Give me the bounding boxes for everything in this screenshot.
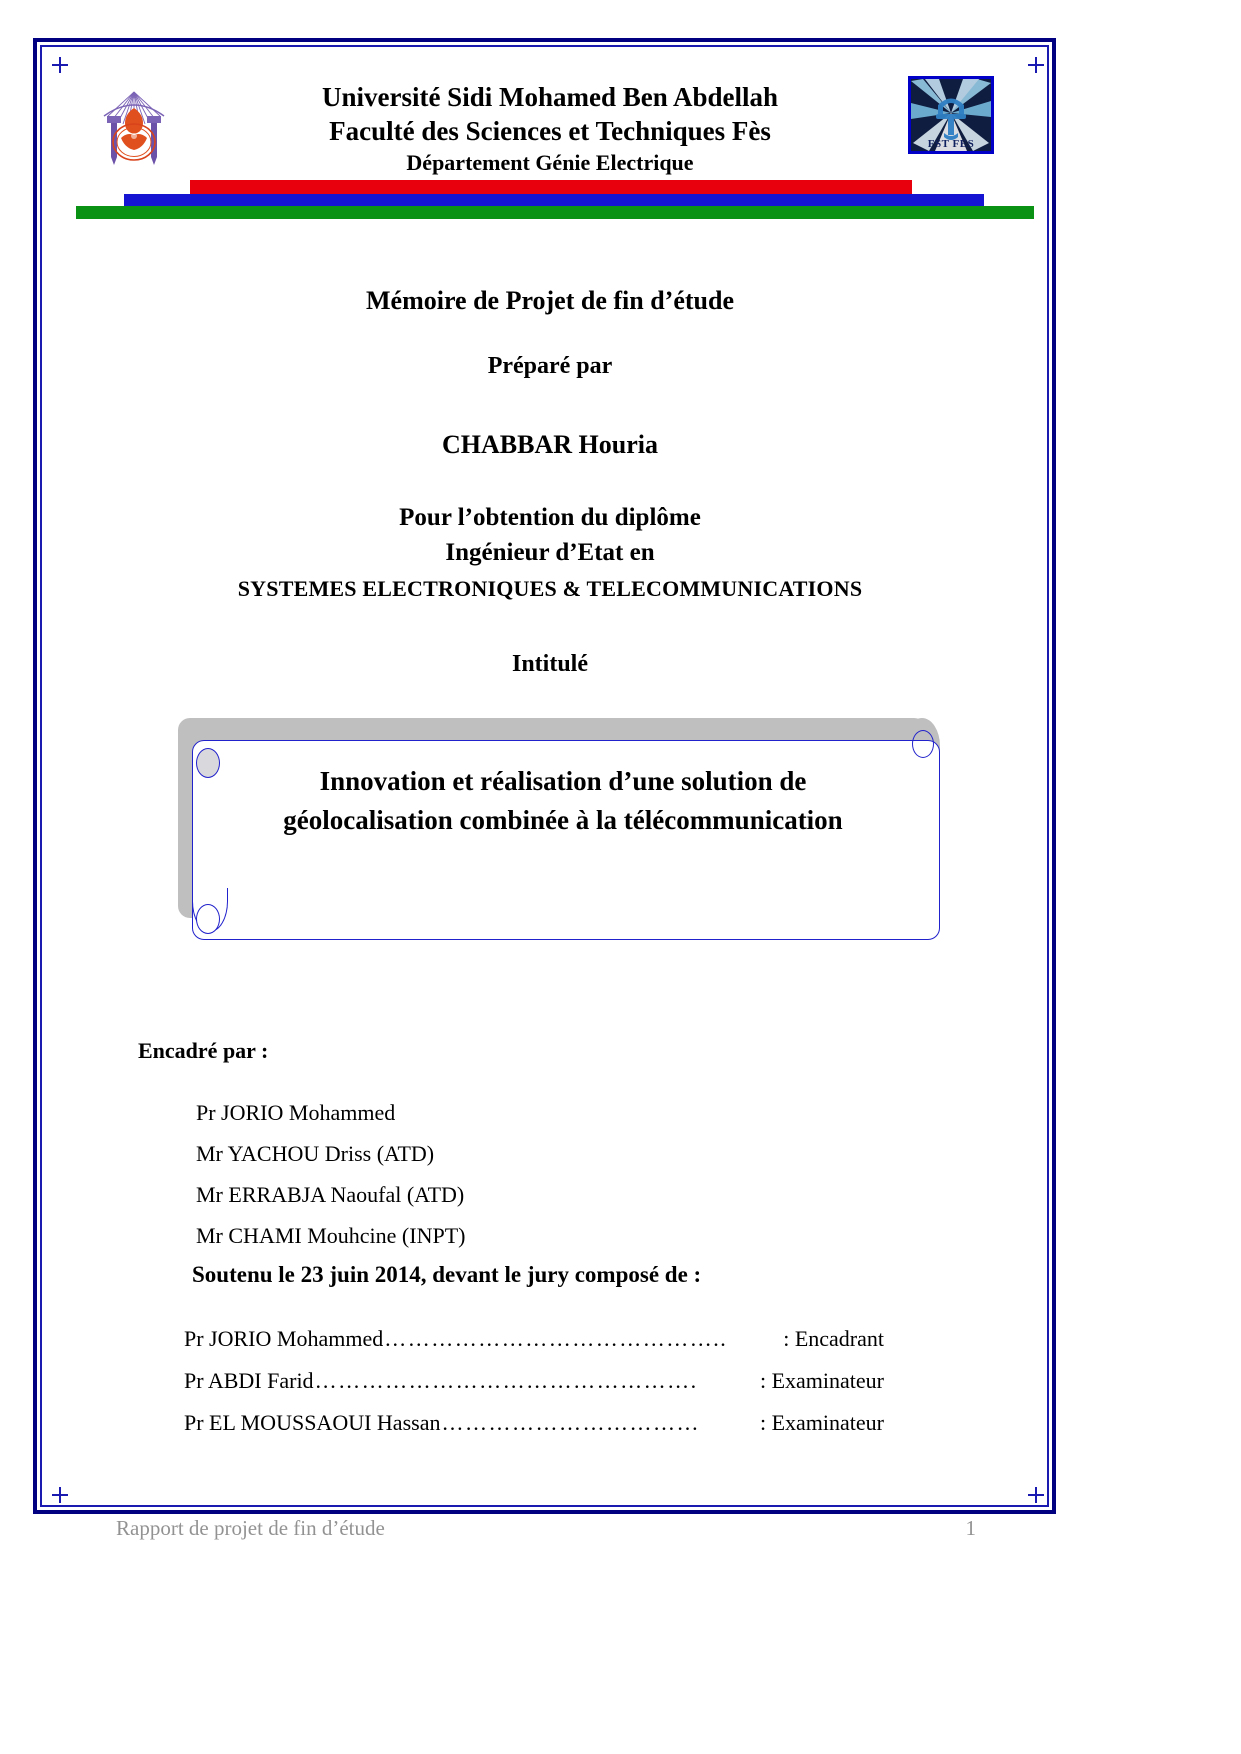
department-name: Département Génie Electrique bbox=[406, 150, 694, 175]
jury-leader-dots: …………………………… bbox=[441, 1410, 700, 1435]
scroll-curl-ring-top-left bbox=[196, 748, 220, 778]
scroll-curl-ring-bottom-left bbox=[196, 904, 220, 934]
corner-ornament-bottom-left-icon bbox=[52, 1487, 68, 1503]
specialization-line: SYSTEMES ELECTRONIQUES & TELECOMMUNICATIONS bbox=[237, 576, 863, 601]
header-rule-red bbox=[190, 180, 912, 194]
document-header bbox=[60, 66, 1040, 196]
jury-leader-dots: …………………………………….. bbox=[384, 1326, 728, 1351]
supervision-label: Encadré par : bbox=[138, 1038, 269, 1063]
footer-text: Rapport de projet de fin d’étude bbox=[116, 1516, 385, 1540]
jury-member-role: : Encadrant bbox=[783, 1326, 884, 1351]
page-footer bbox=[116, 1516, 976, 1541]
list-item: Mr ERRABJA Naoufal (ATD) bbox=[196, 1182, 465, 1207]
fst-fes-logo-icon bbox=[908, 76, 994, 154]
list-item: Mr YACHOU Driss (ATD) bbox=[196, 1141, 435, 1166]
scroll-curl-ring-top-right bbox=[912, 730, 934, 758]
jury-member-role: : Examinateur bbox=[759, 1368, 884, 1393]
jury-member-name: Pr ABDI Farid bbox=[184, 1368, 314, 1393]
university-name: Université Sidi Mohamed Ben Abdellah bbox=[321, 82, 779, 112]
table-row bbox=[184, 1402, 884, 1444]
degree-line: Ingénieur d’Etat en bbox=[445, 539, 655, 566]
header-rule-green bbox=[76, 206, 1034, 219]
table-row bbox=[184, 1318, 884, 1360]
table-row bbox=[184, 1360, 884, 1402]
corner-ornament-bottom-right-icon bbox=[1028, 1487, 1044, 1503]
list-item: Pr JORIO Mohammed bbox=[196, 1100, 396, 1125]
list-item: Mr CHAMI Mouhcine (INPT) bbox=[196, 1223, 466, 1248]
report-type-line: Mémoire de Projet de fin d’étude bbox=[366, 286, 734, 315]
prepared-by-label: Préparé par bbox=[487, 353, 613, 379]
jury-member-name: Pr JORIO Mohammed bbox=[184, 1326, 384, 1351]
title-label: Intitulé bbox=[511, 651, 588, 677]
jury-heading: Soutenu le 23 juin 2014, devant le jury composé de : bbox=[192, 1262, 702, 1287]
usmba-university-logo-icon bbox=[88, 78, 180, 178]
cover-center-block bbox=[60, 286, 1040, 678]
page-number: 1 bbox=[965, 1516, 976, 1540]
supervisor-list bbox=[196, 1092, 896, 1256]
university-title-block bbox=[210, 80, 890, 178]
project-title: Innovation et réalisation d’une solution de géolocalisation combinée à la télécommunication bbox=[283, 766, 843, 835]
project-title-scroll bbox=[178, 718, 964, 943]
student-name: CHABBAR Houria bbox=[442, 430, 658, 459]
fst-logo-label: FST FES bbox=[927, 138, 975, 150]
jury-member-name: Pr EL MOUSSAOUI Hassan bbox=[184, 1410, 441, 1435]
jury-list bbox=[184, 1318, 884, 1444]
jury-member-role: : Examinateur bbox=[759, 1410, 884, 1435]
diploma-line: Pour l’obtention du diplôme bbox=[399, 504, 701, 531]
faculty-name: Faculté des Sciences et Techniques Fès bbox=[329, 116, 771, 146]
jury-leader-dots: …………………………………………. bbox=[314, 1368, 698, 1393]
